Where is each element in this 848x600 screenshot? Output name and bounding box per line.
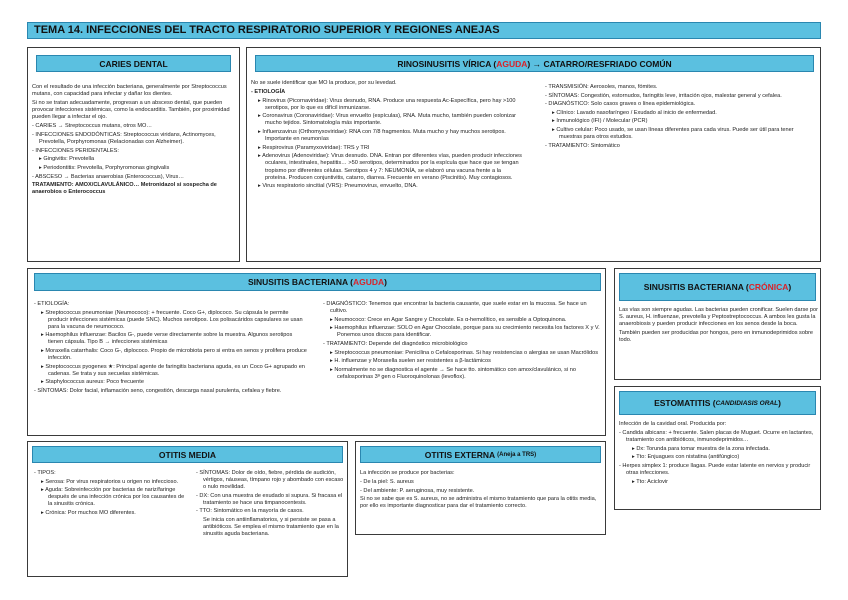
caries-list-item: - ABSCESO → Bacterias anaerobias (Enterococcus), Virus… [32,174,238,181]
otitis-type-item: ▸ Aguda: Sobreinfección por bacterias de nariz/faringe después de una infección crónica por los causantes de la sinusitis crónica. [34,487,186,508]
virus-item: ▸ Coronavirus (Coronaviridae): Virus envuelto (espículas), RNA. Muta mucho, también pueden colonizar mucho tejidos. Sintomatología más importante. [251,113,523,127]
diagnosis-sub-item: ▸ Inmunológico (IFI) / Molecular (PCR) [545,118,817,125]
treatment-sub-item: ▸ Streptococcus pneumoniae: Penicilina o Cefalosporinas. Si hay resistencias o alergias se usan Macrólidos [323,350,603,357]
diagnosis-sub-item: ▸ Clínico: Lavado nasofaríngeo / Exudado al inicio de enfermedad. [545,110,817,117]
estomatitis-header-a: ESTOMATITIS ( [654,398,716,408]
treatment-item: - TRATAMIENTO: Sintomático [545,143,817,150]
sinusitis-cronica-paragraph-2: También pueden ser producidas por hongos, pero en inmunodeprimidos sobre todo. [619,330,814,344]
caries-paragraph-2: Si no se tratan adecuadamente, progresan a un absceso dental, que pueden provocar infecciones sistémicas, como la endocarditis. También, por proximidad pueden llegar a infectar el ojo. [32,100,230,121]
sinusitis-aguda-section [27,268,606,436]
estomatitis-intro: Infección de la cavidad oral. Producida por: [619,421,727,427]
treatment-item: - TRATAMIENTO: Depende del diagnóstico microbiológico [323,341,603,348]
treatment-sub-item: ▸ Normalmente no se diagnostica el agente → Se hace tto. sintomático con amox/clavulánico, si no cefalosporinas 3ª gen o Fluoroquinolonas (levoflox). [323,367,603,381]
otitis-type-item: ▸ Serosa: Por virus respiratorios u origen no infeccioso. [34,479,186,486]
rinosinusitis-header-b: ) → CATARRO/RESFRIADO COMÚN [527,58,672,69]
diagnosis-item: - DIAGNÓSTICO: Tenemos que encontrar la bacteria causante, que suele estar en la mucosa. Se hace un cultivo. [323,301,603,315]
sinusitis-cronica-header-a: SINUSITIS BACTERIANA ( [643,282,749,292]
treatment-detail: Se inicia con antiinflamatorios, y si persiste se pasa a antibióticos. Se emplea el mismo tratamiento que en la sinusitis aguda bacteriana. [203,517,339,538]
otitis-externa-body [360,470,603,512]
diagnosis-item: - DIAGNÓSTICO: Solo casos graves o línea epidemiológica. [545,101,817,108]
otitis-externa-header [360,446,601,463]
page-title: TEMA 14. INFECCIONES DEL TRACTO RESPIRATORIO SUPERIOR Y REGIONES ANEJAS [27,22,821,39]
virus-item: ▸ Respirovirus (Paramyxoviridae): TRS y TRI [251,145,523,152]
estomatitis-item: - Candida albicans: + frecuente. Salen placas de Muguet. Ocurre en lactantes, tratamiento con antibióticos, inmunodeprimidos… [619,430,818,444]
otitis-externa-item: - De la piel: S. aureus [360,479,603,486]
rinosinusitis-left-column [251,80,523,192]
otitis-media-right-column [196,470,345,540]
symptoms-item: - SÍNTOMAS: Dolor de oído, fiebre, pérdida de audición, vértigos, náuseas, tímpano rojo y abombado con escaso o nulo movilidad. [196,470,345,491]
virus-item: ▸ Influenzavirus (Orthomyxoviridae): RNA con 7/8 fragmentos. Muta mucho y hay muchos serotipos. Importante en neumonías [251,129,523,143]
treatment-sub-item: ▸ H. influenzae y Moraxella suelen ser resistentes a β-lactámicos [323,358,603,365]
otitis-externa-section [355,441,606,535]
otitis-media-left-column [34,470,186,519]
estomatitis-header [619,391,816,415]
estomatitis-sub-item: ▸ Tto: Enjuagues con nistatina (antifúngico) [619,454,818,461]
sinusitis-cronica-header [619,273,816,301]
otitis-externa-item: - Del ambiente: P. aeruginosa, muy resistente. [360,488,603,495]
etiology-item: ▸ Staphylococcus aureus: Poco frecuente [34,379,308,386]
otitis-type-item: ▸ Crónica: Por muchos MO diferentes. [34,510,186,517]
rinosinusitis-header-a: RINOSINUSITIS VÍRICA ( [397,58,497,69]
caries-section [27,47,240,262]
otitis-externa-header-note: (Aneja a TRS) [497,451,537,458]
caries-header: CARIES DENTAL [36,55,231,72]
sinusitis-aguda-header-red: AGUDA [352,277,385,287]
rinosinusitis-header [255,55,814,72]
estomatitis-section [614,386,821,510]
symptoms-item: - SÍNTOMAS: Dolor facial, inflamación seno, congestión, descarga nasal purulenta, cefalea y fiebre. [34,388,308,395]
estomatitis-header-italic: CANDIDIASIS ORAL [715,399,779,407]
diagnosis-sub-item: ▸ Neumococo: Crece en Agar Sangre y Chocolate. Es α-hemolítico, es sensible a Optoquinona. [323,317,603,324]
sinusitis-cronica-section [614,268,821,380]
caries-list-item: - INFECCIONES ENDODÓNTICAS: Streptococcus viridans, Actinomyces, Prevotella, Porphyromonas (Relacionadas con Alzheimer). [32,132,238,146]
caries-sub-item: ▸ Gingivitis: Prevotella [32,156,238,163]
virus-item: ▸ Virus respiratorio sincitial (VRS): Pneumovirus, envuelto, DNA. [251,183,523,190]
etiology-heading: - ETIOLOGÍA: [34,301,308,308]
otitis-externa-header-title: OTITIS EXTERNA [424,449,496,460]
rinosinusitis-etiology: - ETIOLOGÍA [251,89,523,96]
caries-paragraph-1: Con el resultado de una infección bacteriana, generalmente por Streptococcus mutans, con capacidad para infectar y dañar los dientes. [32,84,227,98]
sinusitis-cronica-paragraph-1: Las vías son siempre agudas. Las bacterias pueden cronificar. Suelen darse por S. aureus, H. influenzae, prevotella y Peptostreptococcus. A ambos les gusta la anaerobiosis y pueden producir infecciones en los senos desde la boca. [619,307,819,328]
caries-treatment: TRATAMIENTO: AMOX/CLAVULÁNICO… Metronidazol si sospecha de anaerobios o Enterococcus [32,182,217,196]
caries-sub-item: ▸ Periodontitis: Prevotella, Porphyromonas gingivalis [32,165,238,172]
estomatitis-header-b: ) [778,398,781,408]
rinosinusitis-section [246,47,821,262]
diagnosis-sub-item: ▸ Haemophilus influenzae: SOLO en Agar Chocolate, porque para su crecimiento necesita los factores X y V. Ponemos unos discos para identificar. [323,325,603,339]
etiology-item: ▸ Moraxella catarrhalis: Coco G-, diplococo. Propio de microbiota pero si entra en senos y prolifera produce infección. [34,348,308,362]
virus-item: ▸ Rinovirus (Picornaviridae): Virus desnudo, RNA. Produce una respuesta Ac-Específica, pero hay >100 serotipos, por lo que es difícil inmunizarse. [251,98,523,112]
otitis-externa-paragraph: Si no se sabe que es S. aureus, no se administra el mismo tratamiento que para la otitis media, por ello es importante diagnosticar para dar el tratamiento correcto. [360,496,597,510]
estomatitis-sub-item: ▸ Dx: Torunda para tomar muestra de la zona infectada. [619,446,818,453]
sinusitis-cronica-body [619,307,818,346]
otitis-media-section [27,441,348,577]
sinusitis-aguda-left-column [34,301,308,397]
estomatitis-body [619,421,818,487]
caries-body [32,84,238,198]
rinosinusitis-right-column [545,84,817,151]
etiology-item: ▸ Haemophilus influenzae: Bacilos G-, puede verse directamente sobre la muestra. Algunos serotipos tienen cápsula. Tipo B → infecciones sistémicas [34,332,308,346]
otitis-types-heading: - TIPOS: [34,470,186,477]
otitis-media-header: OTITIS MEDIA [32,446,343,463]
rinosinusitis-header-red: AGUDA [496,58,528,69]
estomatitis-sub-item: ▸ Tto: Aciclovir [619,479,818,486]
rinosinusitis-intro: No se suele identificar que MO la produce, por su levedad. [251,80,397,86]
sinusitis-aguda-header-b: ) [384,277,387,287]
etiology-item: ▸ Streptococcus pneumoniae (Neumococo): + frecuente. Coco G+, diplococo. Su cápsula le permite producir infecciones sistémicas (puede SNC). Muchos serotipos. Los polisacáridos capsulares se usan para la vacuna de neumococo. [34,310,308,331]
caries-list-item: - CARIES → Streptococcus mutans, otros MO… [32,123,238,130]
sinusitis-aguda-header-a: SINUSITIS BACTERIANA ( [247,277,353,287]
virus-item: ▸ Adenovirus (Adenoviridae): Virus desnudo. DNA. Entran por diferentes vías, pueden producir infecciones oculares, intestinales, hepatitis… >50 serotipos, determinados por la espícula que hace que se tengan tropismo por diferentes células. Serotipos 4 y 7: NEUMONÍA, se elaboró una vacuna frente a la proteína. Producen conjuntivitis, catarro, diarrea. Frecuente en verano (Piscinitis). Muy contagiosos. [251,153,523,181]
treatment-item: - TTO: Sintomático en la mayoría de casos. [196,508,345,515]
estomatitis-item: - Herpes simplex 1: produce llagas. Puede estar latente en nervios y producir otras infecciones. [619,463,818,477]
sinusitis-aguda-header [34,273,601,291]
diagnosis-item: - DX: Con una muestra de exudado si supura. Si fracasa el tratamiento se hace una timpanocentesis. [196,493,345,507]
etiology-item: ▸ Streptococcus pyogenes ★: Principal agente de faringitis bacteriana aguda, es un Coco G+ agrupado en cadenas. Se trata y sus secuelas sistémicas. [34,364,308,378]
transmission-item: - TRANSMISIÓN: Aerosoles, manos, fómites. [545,84,817,91]
otitis-externa-intro: La infección se produce por bacterias: [360,470,455,476]
caries-list-item: - INFECCIONES PERIDENTALES: [32,148,238,155]
sinusitis-aguda-right-column [323,301,603,382]
sinusitis-cronica-header-red: CRÓNICA [748,282,789,292]
diagnosis-sub-item: ▸ Cultivo celular: Poco usado, se usan líneas diferentes para cada virus. Puede ser útil para tener muestras para otros estudios. [545,127,817,141]
sinusitis-cronica-header-b: ) [788,282,792,292]
symptoms-item: - SÍNTOMAS: Congestión, estornudos, faringitis leve, irritación ojos, malestar general y cefalea. [545,93,817,100]
